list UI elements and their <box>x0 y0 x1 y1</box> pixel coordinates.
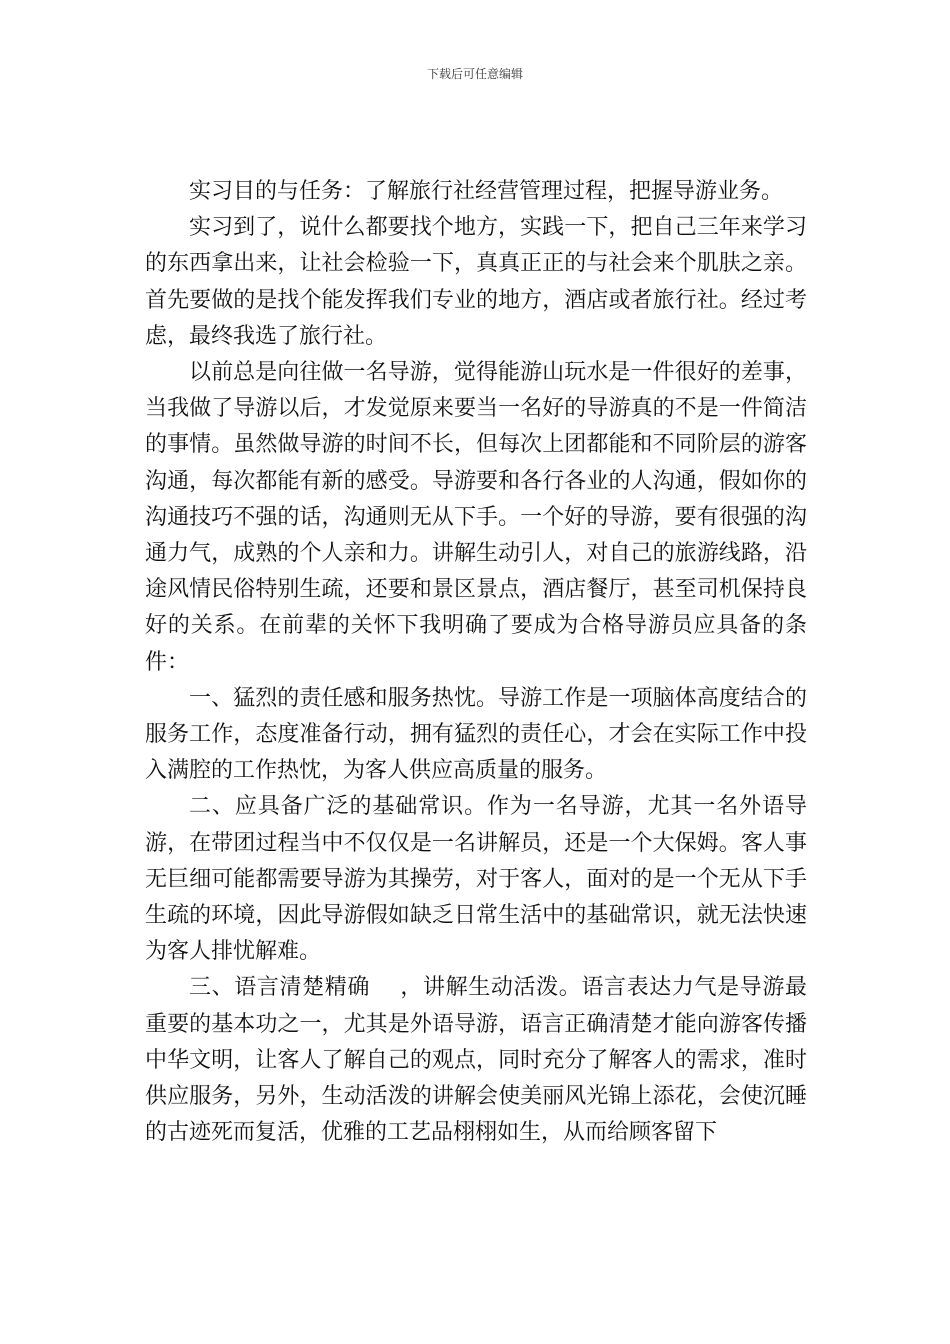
document-body <box>145 174 807 1151</box>
paragraph-guide-experience: 以前总是向往做一名导游，觉得能游山玩水是一件很好的差事，当我做了导游以后，才发觉原来要当一名好的导游真的不是一件简洁的事情。虽然做导游的时间不长，但每次上团都能和不同阶层的游客沟通，每次都能有新的感受。导游要和各行各业的人沟通，假如你的沟通技巧不强的话，沟通则无从下手。一个好的导游，要有很强的沟通力气，成熟的个人亲和力。讲解生动引人，对自己的旅游线路，沿途风情民俗特别生疏，还要和景区景点，酒店餐厅，甚至司机保持良好的关系。在前辈的关怀下我明确了要成为合格导游员应具备的条件： <box>145 360 807 675</box>
paragraph-condition-one: 一、猛烈的责任感和服务热忱。导游工作是一项脑体高度结合的服务工作，态度准备行动，拥有猛烈的责任心，才会在实际工作中投入满腔的工作热忱，为客人供应高质量的服务。 <box>145 685 807 784</box>
paragraph-internship-choice: 实习到了，说什么都要找个地方，实践一下，把自己三年来学习的东西拿出来，让社会检验一下，真真正正的与社会来个肌肤之亲。首先要做的是找个能发挥我们专业的地方，酒店或者旅行社。经过考虑，最终我选了旅行社。 <box>145 215 807 349</box>
paragraph-condition-three: 三、语言清楚精确 ，讲解生动活泼。语言表达力气是导游最重要的基本功之一，尤其是外语导游，语言正确清楚才能向游客传播中华文明，让客人了解自己的观点，同时充分了解客人的需求，准时供应服务，另外，生动活泼的讲解会使美丽风光锦上添花，会使沉睡的古迹死而复活，优雅的工艺品栩栩如生，从而给顾客留下 <box>145 975 807 1146</box>
paragraph-condition-two: 二、应具备广泛的基础常识。作为一名导游，尤其一名外语导游，在带团过程当中不仅仅是一名讲解员，还是一个大保姆。客人事无巨细可能都需要导游为其操劳，对于客人，面对的是一个无从下手生疏的环境，因此导游假如缺乏日常生活中的基础常识，就无法快速为客人排忧解难。 <box>145 794 807 965</box>
page-header-note: 下载后可任意编辑 <box>426 67 523 81</box>
paragraph-purpose: 实习目的与任务：了解旅行社经营管理过程，把握导游业务。 <box>189 179 784 204</box>
